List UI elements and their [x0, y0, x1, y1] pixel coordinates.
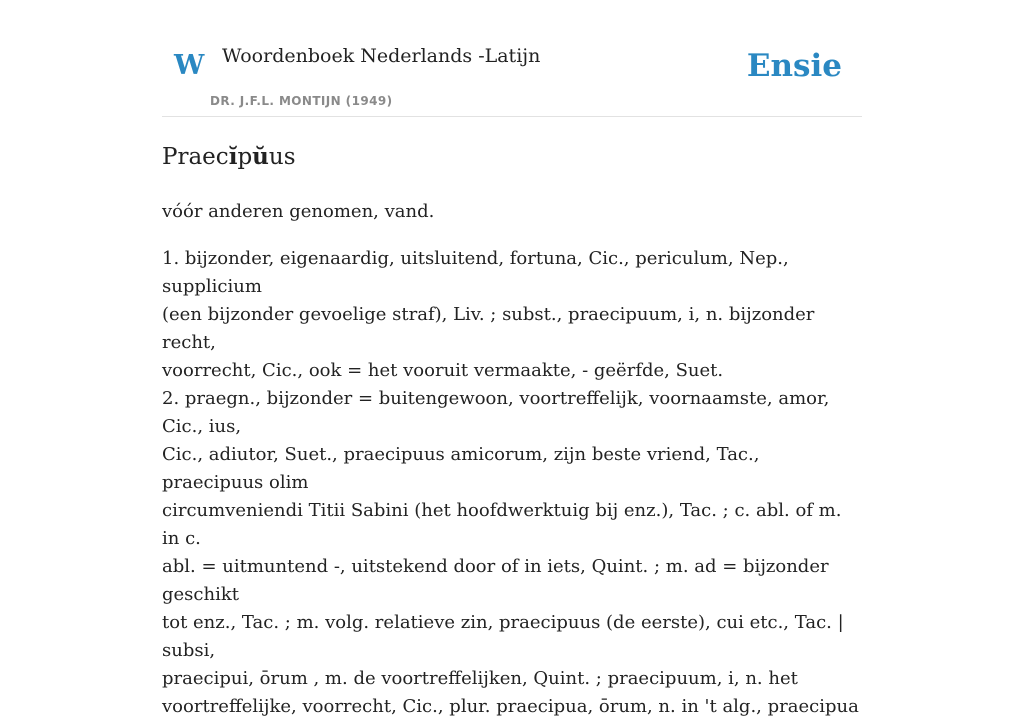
definition-line: circumveniendi Titii Sabini (het hoofdwerktuig bij enz.), Tac. ; c. abl. of m. in c.: [162, 499, 842, 549]
page: [162, 0, 862, 721]
entry-title-part: p: [237, 144, 253, 170]
ensie-logo-link[interactable]: Ensie: [746, 48, 842, 84]
definition-line: 2. praegn., bijzonder = buitengewoon, voortreffelijk, voornaamste, amor, Cic., ius,: [162, 387, 830, 437]
definition-line: voorrecht, Cic., ook = het vooruit vermaakte, - geërfde, Suet.: [162, 359, 724, 381]
entry-title-part: ĭ: [228, 143, 238, 170]
entry-title-part: ŭ: [252, 143, 269, 170]
definition-line: (een bijzonder gevoelige straf), Liv. ; subst., praecipuum, i, n. bijzonder recht,: [162, 303, 815, 353]
entry-etymology: vóór anderen genomen, vand.: [162, 200, 435, 222]
definition-line: tot enz., Tac. ; m. volg. relatieve zin, praecipuus (de eerste), cui etc., Tac. | subsi,: [162, 611, 844, 661]
entry-title-part: Praec: [162, 144, 229, 170]
definition-line: 1. bijzonder, eigenaardig, uitsluitend, fortuna, Cic., periculum, Nep., supplicium: [162, 247, 789, 297]
definition-line: voortreffelijke, voorrecht, Cic., plur. praecipua, ōrum, n. in 't alg., praecipua: [162, 695, 859, 717]
entry-definition: [162, 245, 862, 721]
definition-line: praecipui, ōrum , m. de voortreffelijken, Quint. ; praecipuum, i, n. het: [162, 667, 798, 689]
dictionary-header: [162, 0, 862, 117]
definition-line: abl. = uitmuntend -, uitstekend door of in iets, Quint. ; m. ad = bijzonder geschikt: [162, 555, 829, 605]
entry-title-part: us: [268, 144, 296, 170]
definition-line: Cic., adiutor, Suet., praecipuus amicorum, zijn beste vriend, Tac., praecipuus olim: [162, 443, 760, 493]
entry-title: [162, 143, 862, 172]
dictionary-logo-icon[interactable]: W: [174, 50, 205, 81]
dictionary-author: DR. J.F.L. MONTIJN (1949): [210, 94, 393, 108]
dictionary-title-link[interactable]: Woordenboek Nederlands -Latijn: [222, 45, 541, 67]
